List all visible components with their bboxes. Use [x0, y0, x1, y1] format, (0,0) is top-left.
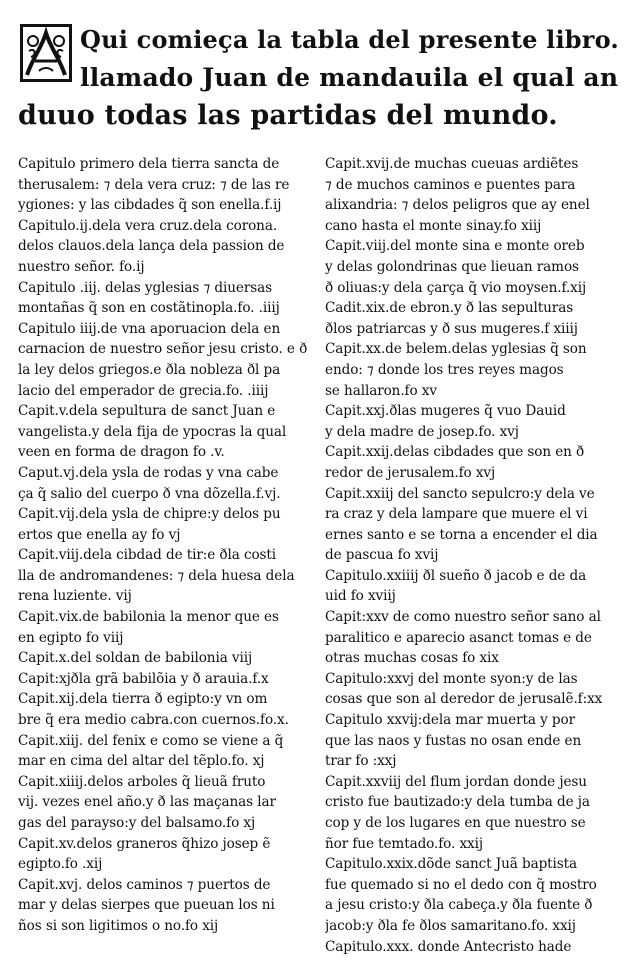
- toc-line: Capit.vij.dela ysla de chipre:y delos pu: [18, 506, 281, 523]
- toc-line: egipto.fo .xij: [18, 856, 103, 873]
- table-of-contents-right-column: [325, 154, 615, 957]
- toc-line: cosas que son al deredor de jerusalẽ.f:xx: [325, 691, 603, 708]
- toc-line: cano hasta el monte sinay.fo xiij: [325, 217, 542, 234]
- toc-line: rena luziente. vij: [18, 588, 132, 605]
- title-line-2: llamado Juan de mandauila el qual an: [80, 63, 619, 92]
- toc-line: Capitulo.ij.dela vera cruz.dela corona.: [18, 217, 278, 234]
- toc-line: Capit.xvj. delos caminos ⁊ puertos de: [18, 876, 271, 893]
- toc-line: trar fo :xxj: [325, 753, 397, 770]
- toc-line: ra craz y dela lampare que muere el vi: [325, 506, 588, 523]
- toc-line: therusalem: ⁊ dela vera cruz: ⁊ de las re: [18, 176, 290, 193]
- toc-line: gas del parayso:y del balsamo.fo xj: [18, 815, 256, 831]
- toc-line: Capit.xvij.de muchas cueuas ardiẽtes: [325, 156, 579, 172]
- toc-line: ygiones: y las cibdades q̃ son enella.f.ij: [18, 197, 282, 214]
- toc-line: la ley delos griegos.e ðla nobleza ðl pa: [18, 361, 281, 378]
- toc-line: ños si son ligitimos o no.fo xij: [18, 917, 219, 934]
- toc-line: y dela madre de josep.fo. xvj: [325, 423, 519, 440]
- toc-line: lla de andromandenes: ⁊ dela huesa dela: [18, 567, 295, 584]
- toc-line: Capit.xv.delos graneros q̃hizo josep ẽ: [18, 835, 271, 852]
- toc-line: ernes santo e se torna a encender el dia: [325, 526, 598, 543]
- toc-line: endo: ⁊ donde los tres reyes magos: [325, 361, 564, 378]
- toc-line: Capit.xiiij.delos arboles q̃ lieuã fruto: [18, 773, 266, 790]
- toc-line: cop y de los lugares en que nuestro se: [325, 815, 586, 831]
- toc-line: Capitulo iiij.de vna aporuacion dela en: [18, 320, 281, 337]
- toc-line: bre q̃ era medio cabra.con cuernos.fo.x.: [18, 712, 289, 729]
- toc-line: que las naos y fustas no osan ende en: [325, 732, 582, 749]
- toc-line: Capit:xxv de como nuestro señor sano al: [325, 609, 601, 626]
- toc-line: Capit.viij.dela cibdad de tir:e ðla costi: [18, 547, 277, 564]
- toc-line: Cadit.xix.de ebron.y ð las sepulturas: [325, 300, 574, 317]
- toc-line: a jesu cristo:y ðla cabeça.y ðla fuente ð: [325, 897, 593, 914]
- toc-line: ñor fue temtado.fo. xxij: [325, 835, 483, 852]
- toc-line: Capitulo primero dela tierra sancta de: [18, 156, 280, 172]
- title-line-1: Qui comieça la tabla del presente libro.: [80, 25, 619, 54]
- toc-line: Capit.vix.de babilonia la menor que es: [18, 609, 279, 626]
- toc-line: Capitulo .iij. delas yglesias ⁊ diuersas: [18, 279, 272, 296]
- toc-line: Capit.xx.de belem.delas yglesias q̃ son: [325, 341, 587, 358]
- toc-line: ⁊ de muchos caminos e puentes para: [325, 176, 576, 193]
- toc-line: delos clauos.dela lança dela passion de: [18, 238, 285, 255]
- toc-line: Capit.xiij. del fenix e como se viene a q̃: [18, 732, 284, 749]
- table-of-contents-left-column: [18, 154, 308, 937]
- toc-line: en egipto fo viij: [18, 629, 124, 646]
- toc-line: Capitulo:xxvj del monte syon:y de las: [325, 670, 578, 687]
- toc-line: de pascua fo xvij: [325, 547, 439, 564]
- toc-line: Capit.x.del soldan de babilonia viij: [18, 650, 253, 667]
- toc-line: cristo fue bautizado:y dela tumba de ja: [325, 794, 590, 811]
- toc-line: ça q̃ salio del cuerpo ð vna dõzella.f.vj.: [18, 485, 281, 502]
- toc-line: Capit.xxviij del flum jordan donde jesu: [325, 773, 587, 790]
- toc-line: y delas golondrinas que lieuan ramos: [325, 258, 579, 275]
- toc-line: mar en cima del altar del tẽplo.fo. xj: [18, 753, 265, 770]
- toc-line: Capit.xxj.ðlas mugeres q̃ vuo Dauid: [325, 403, 566, 420]
- toc-line: Capitulo.xxiiij ðl sueño ð jacob e de da: [325, 567, 587, 584]
- toc-line: alixandria: ⁊ delos peligros que ay enel: [325, 197, 590, 214]
- toc-line: veen en forma de dragon fo .v.: [18, 444, 225, 461]
- toc-line: vangelista.y dela fija de ypocras la qual: [18, 423, 287, 440]
- toc-line: Capit.xxiij del sancto sepulcro:y dela ve: [325, 485, 595, 502]
- toc-line: lacio del emperador de grecia.fo. .iiij: [18, 382, 269, 399]
- toc-line: Capit.v.dela sepultura de sanct Juan e: [18, 403, 276, 420]
- decorated-initial: [20, 24, 72, 82]
- toc-line: Capitulo.xxx. donde Antecristo hade: [325, 938, 572, 955]
- toc-line: ð oliuas:y dela çarça q̃ vio moysen.f.xij: [325, 279, 587, 296]
- toc-line: Caput.vj.dela ysla de rodas y vna cabe: [18, 464, 279, 481]
- toc-line: ertos que enella ay fo vj: [18, 526, 181, 543]
- toc-line: uid fo xviij: [325, 588, 396, 605]
- toc-line: se hallaron.fo xv: [325, 382, 437, 399]
- toc-line: jacob:y ðla fe ðlos samaritano.fo. xxij: [325, 917, 576, 934]
- toc-line: mar y delas sierpes que pueuan los ni: [18, 897, 275, 914]
- title-line-3: duuo todas las partidas del mundo.: [18, 100, 558, 131]
- toc-line: Capitulo.xxix.dõde sanct Juã baptista: [325, 856, 578, 873]
- toc-line: fue quemado si no el dedo con q̃ mostro: [325, 876, 597, 893]
- toc-line: nuestro señor. fo.ij: [18, 258, 145, 275]
- toc-line: paralitico e aparecio asanct tomas e de: [325, 629, 592, 646]
- toc-line: Capit.viij.del monte sina e monte oreb: [325, 238, 585, 255]
- toc-line: vij. vezes enel año.y ð las maçanas lar: [18, 794, 276, 811]
- toc-line: carnacion de nuestro señor jesu cristo. e ð: [18, 341, 308, 358]
- toc-line: montañas q̃ son en costãtinopla.fo. .iiij: [18, 300, 280, 317]
- toc-line: Capitulo xxvij:dela mar muerta y por: [325, 712, 575, 729]
- toc-line: Capit.xij.dela tierra ð egipto:y vn om: [18, 691, 268, 708]
- toc-line: redor de jerusalem.fo xvj: [325, 464, 496, 481]
- toc-line: Capit.xxij.delas cibdades que son en ð: [325, 444, 585, 461]
- toc-line: otras muchas cosas fo xix: [325, 650, 499, 667]
- toc-line: Capit:xjðla grã babilõia y ð arauia.f.x: [18, 670, 269, 687]
- toc-line: ðlos patriarcas y ð sus mugeres.f xiiij: [325, 320, 578, 337]
